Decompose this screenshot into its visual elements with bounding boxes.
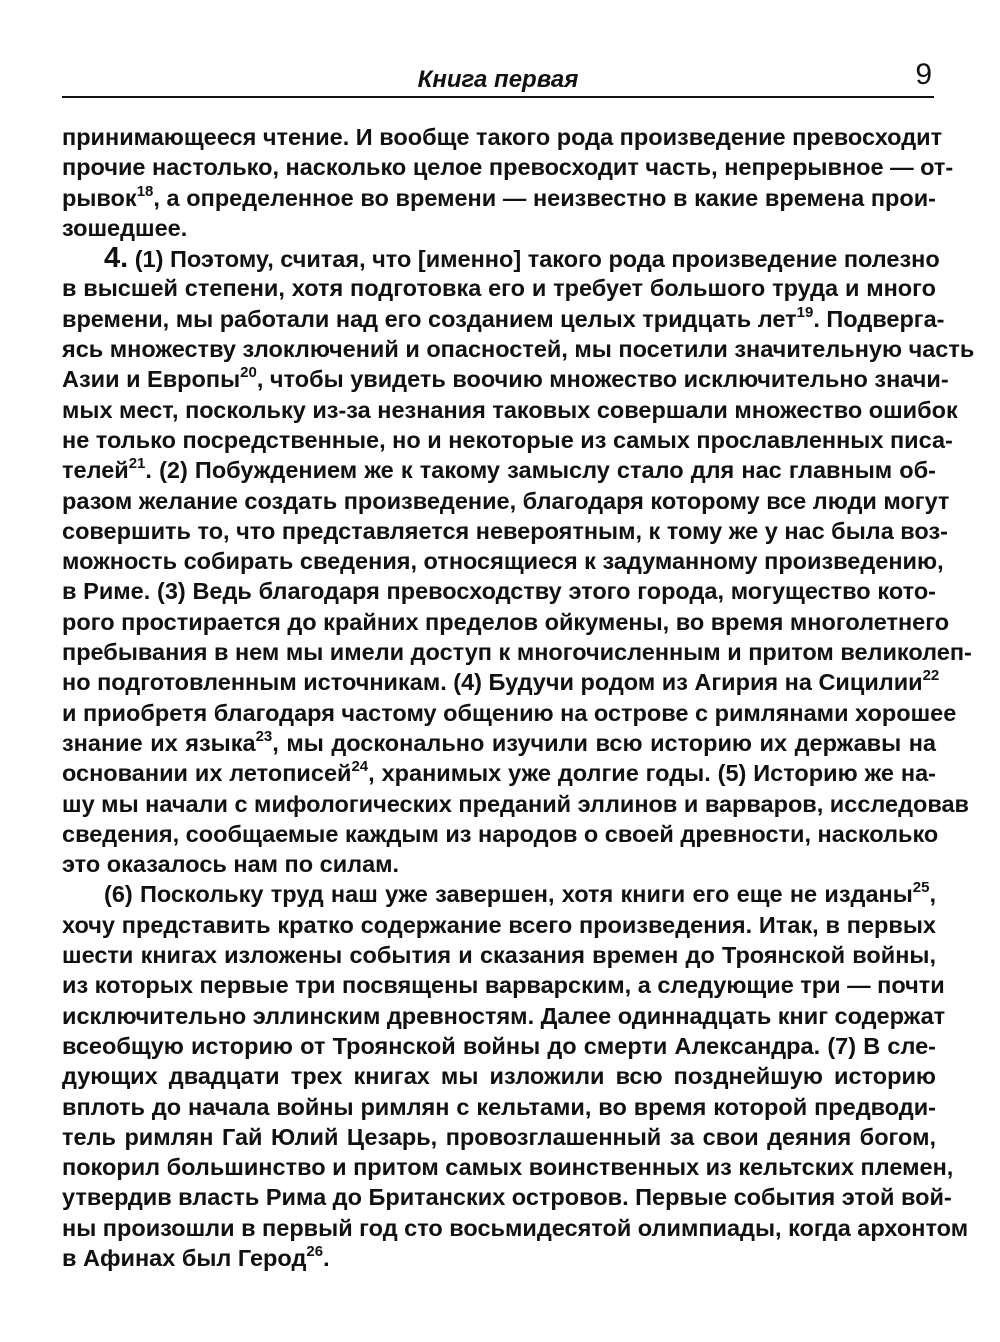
footnote-ref[interactable]: 18 (136, 182, 154, 200)
text-line: принимающееся чтение. И вообще такого рода произведение превосходит (62, 124, 943, 150)
text-line: (6) Поскольку труд наш уже завершен, хотя книги его еще не изданы$^{25}$, (104, 879, 936, 908)
footnote-ref[interactable]: 19 (796, 303, 814, 321)
text-line: из которых первые три посвящены варварским, а следующие три — почти (62, 972, 945, 999)
text-line: ясь множеству злоключений и опасностей, мы посетили значительную часть (62, 336, 975, 363)
text-line: основании их летописей$^{24}$, хранимых уже долгие годы. (5) Историю же на- (62, 758, 936, 787)
text-line: хочу представить кратко содержание всего произведения. Итак, в первых (62, 911, 936, 938)
text-line: в высшей степени, хотя подготовка его и требует большого труда и много (62, 275, 936, 302)
text-line: прочие настолько, насколько целое превосходит часть, непрерывное — от- (62, 154, 954, 181)
text-line: Азии и Европы$^{20}$, чтобы увидеть воочию множество исключительно значи- (62, 364, 949, 393)
text-line: зошедшее. (62, 214, 188, 241)
text-line: знание их языка$^{23}$, мы досконально изучили всю историю их державы на (62, 727, 936, 756)
text-line: всеобщую историю от Троянской войны до смерти Александра. (7) В сле- (62, 1032, 936, 1059)
text-line: тель римлян Гай Юлий Цезарь, провозглашенный за свои деяния богом, (62, 1123, 936, 1150)
footnote-ref[interactable]: 20 (240, 364, 257, 382)
text-line: утвердив власть Рима до Британских островов. Первые события этой вой- (62, 1184, 952, 1211)
text-line: телей$^{21}$. (2) Побуждением же к такому замыслу стало для нас главным об- (62, 455, 936, 484)
text-line: рывок$^{18}$, а определенное во времени — неизвестно в какие времена прои- (62, 182, 936, 211)
footnote-ref[interactable]: 21 (128, 455, 146, 473)
text-line: пребывания в нем мы имели доступ к многочисленным и притом великолеп- (62, 639, 972, 666)
text-line: в Афинах был Герод$^{26}$. (62, 1242, 330, 1271)
text-line: это оказалось нам по силам. (62, 851, 400, 878)
text-line: времени, мы работали над его созданием целых тридцать лет$^{19}$. Подверга- (62, 303, 945, 332)
footnote-ref[interactable]: 23 (255, 727, 273, 745)
text-line: исключительно эллинским древностям. Далее одиннадцать книг содержат (62, 1002, 946, 1029)
text-line: но подготовленным источникам. (4) Будучи родом из Агирия на Сицилии$^{22}$ (62, 667, 940, 696)
text-line: разом желание создать произведение, благодаря которому все люди могут (62, 487, 950, 514)
text-line: рого простирается до крайних пределов ойкумены, во время многолетнего (62, 608, 950, 635)
text-line: не только посредственные, но и некоторые из самых прославленных писа- (62, 426, 953, 453)
text-line: дующих двадцати трех книгах мы изложили всю позднейшую историю (62, 1063, 936, 1090)
footnote-ref[interactable]: 26 (306, 1242, 324, 1260)
page-header (62, 58, 934, 98)
footnote-ref[interactable]: 24 (351, 758, 369, 776)
text-line: можность собирать сведения, относящиеся к задуманному произведению, (62, 548, 944, 575)
text-line: мых мест, поскольку из-за незнания таковых совершали множество ошибок (62, 396, 958, 423)
text-line: вплоть до начала войны римлян с кельтами, во время которой предводи- (62, 1093, 936, 1120)
text-line: шу мы начали с мифологических преданий эллинов и варваров, исследовав (62, 790, 969, 817)
text-line: совершить то, что представляется невероятным, к тому же у нас была воз- (62, 517, 948, 544)
footnote-ref[interactable]: 25 (912, 879, 930, 897)
text-line: ны произошли в первый год сто восьмидесятой олимпиады, когда архонтом (62, 1214, 969, 1241)
text-line: и приобретя благодаря частому общению на острове с римлянами хорошее (62, 699, 957, 726)
text-line: сведения, сообщаемые каждым из народов о своей древности, насколько (62, 820, 939, 847)
text-line: в Риме. (3) Ведь благодаря превосходству этого города, могущество кото- (62, 578, 936, 605)
text-line: шести книгах изложены события и сказания времен до Троянской войны, (62, 942, 936, 969)
text-line: 4. (1) Поэтому, считая, что [именно] такого рода произведение полезно (104, 242, 940, 275)
text-line: покорил большинство и притом самых воинственных из кельтских племен, (62, 1154, 954, 1181)
section-number: 4. (104, 242, 129, 275)
body-text (62, 122, 975, 1273)
running-head: Книга первая (417, 66, 579, 93)
footnote-ref[interactable]: 22 (922, 667, 940, 685)
page-number: 9 (915, 58, 932, 91)
